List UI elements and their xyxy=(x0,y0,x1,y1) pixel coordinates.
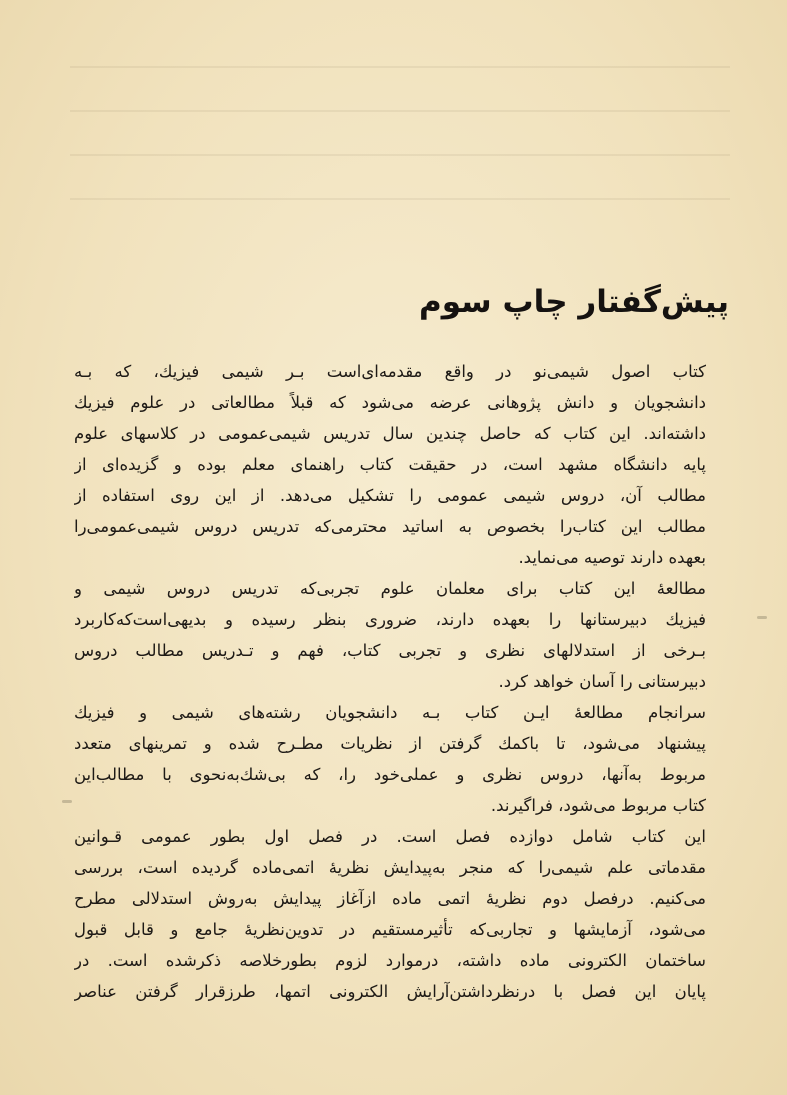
paragraph-4 xyxy=(74,821,706,1007)
page-title: پیش‌گفتار چاپ سوم xyxy=(419,284,729,320)
text-line: مقدماتی علم شیمی‌را که منجر به‌پیدایش نظریهٔ اتمی‌ماده گردیده است، بررسی xyxy=(74,858,706,877)
text-line: داشته‌اند. این کتاب که حاصل چندین سال تدریس شیمی‌عمومی در کلاسهای علوم xyxy=(74,424,706,443)
text-line: پیشنهاد می‌شود، تا باکمك گرفتن از نظریات مطـرح شده و تمرینهای متعدد xyxy=(74,734,706,753)
text-line: دانشجویان و دانش پژوهانی عرضه می‌شود که قبلاً مطالعاتی در علوم فیزیك xyxy=(74,393,706,412)
text-line: پایه دانشگاه مشهد است، در حقیقت کتاب راهنمای معلم بوده و گزیده‌ای از xyxy=(74,455,706,474)
text-line: مطالب این کتاب‌را بخصوص به اساتید محترمی‌که تدریس دروس شیمی‌عمومی‌را xyxy=(74,517,706,536)
text-line: فیزیك دبیرستانها را بعهده دارند، ضروری بنظر رسیده و بدیهی‌است‌که‌کاربرد xyxy=(74,610,706,629)
text-line: مربوط به‌آنها، دروس نظری و عملی‌خود را، که بی‌شك‌به‌نحوی با مطالب‌این xyxy=(74,765,706,784)
text-line: کتاب مربوط می‌شود، فراگیرند. xyxy=(490,796,706,815)
text-line: ساختمان الکترونی ماده داشته، درموارد لزوم بطورخلاصه ذکرشده است. در xyxy=(74,951,706,970)
show-through-text xyxy=(70,40,730,240)
text-line: کتاب اصول شیمی‌نو در واقع مقدمه‌ای‌است بـر شیمی فیزیك، که بـه xyxy=(74,362,706,381)
margin-mark xyxy=(62,800,72,803)
text-line: مطالعهٔ این کتاب برای معلمان علوم تجربی‌که تدریس دروس شیمی و xyxy=(74,579,706,598)
margin-mark xyxy=(757,616,767,619)
text-line: مطالب آن، دروس شیمی عمومی را تشکیل می‌دهد. از این روی استفاده از xyxy=(74,486,706,505)
body-text xyxy=(74,356,706,1007)
paragraph-3 xyxy=(74,697,706,821)
paragraph-2 xyxy=(74,573,706,697)
text-line: می‌کنیم. درفصل دوم نظریهٔ اتمی ماده ازآغاز پیدایش به‌روش استدلالی مطرح xyxy=(74,889,706,908)
text-line: دبیرستانی را آسان خواهد کرد. xyxy=(498,672,706,691)
paragraph-1 xyxy=(74,356,706,573)
text-line: می‌شود، آزمایشها و تجاربی‌که تأثیرمستقیم در تدوین‌نظریهٔ جامع و قابل قبول xyxy=(74,920,706,939)
text-line: بعهده دارند توصیه می‌نماید. xyxy=(518,548,706,567)
text-line: پایان این فصل با درنظرداشتن‌آرایش الکترونی اتمها، طرزقرار گرفتن عناصر xyxy=(74,982,706,1001)
text-line: سرانجام مطالعهٔ ایـن کتاب بـه دانشجویان رشته‌های شیمی و فیزیك xyxy=(74,703,706,722)
text-line: بـرخی از استدلالهای نظری و تجربی کتاب، فهم و تـدریس مطالب دروس xyxy=(74,641,706,660)
text-line: این کتاب شامل دوازده فصل است. در فصل اول بطور عمومی قـوانین xyxy=(74,827,706,846)
